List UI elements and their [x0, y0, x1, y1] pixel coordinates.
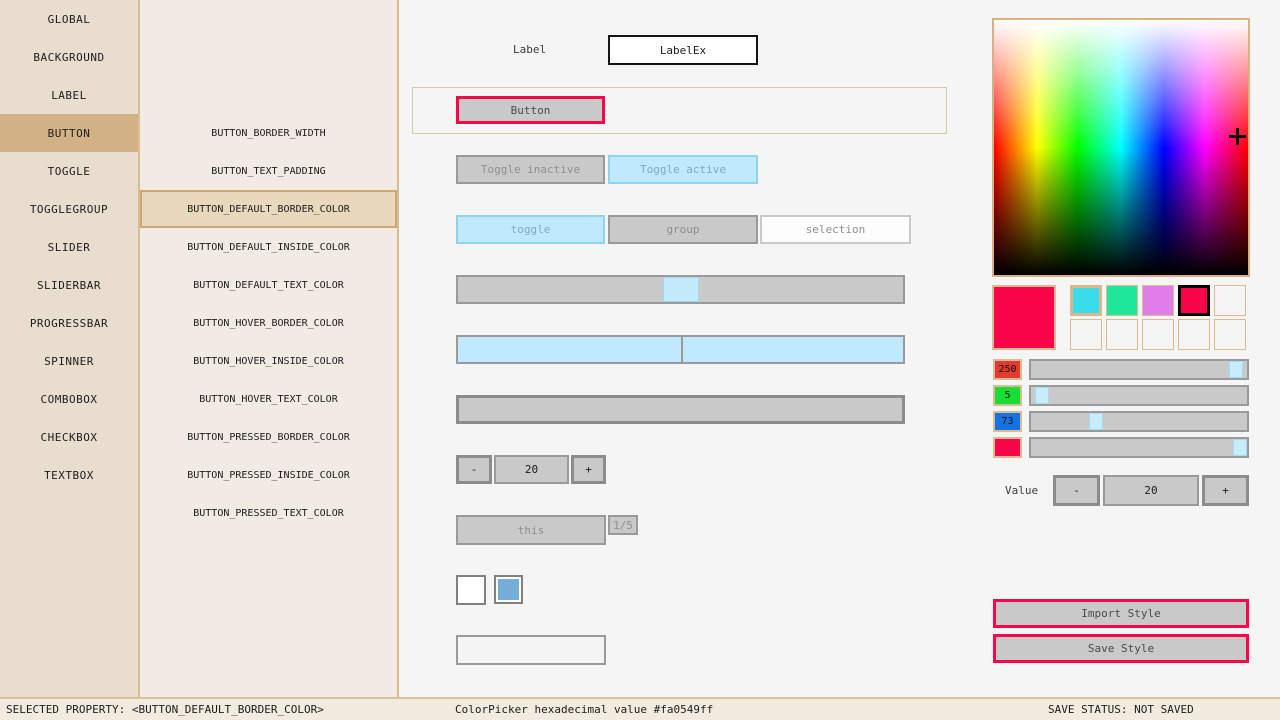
palette-swatch-5[interactable]	[1070, 319, 1102, 350]
palette-swatch-6[interactable]	[1106, 319, 1138, 350]
value-plus-button[interactable]: +	[1202, 475, 1249, 506]
property-item-button_hover_inside_color[interactable]: BUTTON_HOVER_INSIDE_COLOR	[193, 355, 344, 367]
combobox-page-indicator: 1/5	[608, 515, 638, 535]
progressbar-preview	[456, 395, 905, 424]
rgba-channel-sliders	[993, 359, 1249, 463]
green-channel-row	[993, 385, 1249, 411]
spinner-plus-button[interactable]: +	[571, 455, 606, 484]
palette-swatch-0[interactable]	[1070, 285, 1102, 316]
alpha-channel-value-box	[993, 437, 1022, 458]
save-status: SAVE STATUS: NOT SAVED	[1048, 703, 1194, 716]
status-bar	[0, 697, 1280, 720]
spinner-value-field[interactable]: 20	[494, 455, 569, 484]
sidebar-item-checkbox[interactable]: CHECKBOX	[40, 430, 98, 444]
button-preview[interactable]: Button	[456, 96, 605, 124]
property-item-button_default_border_color[interactable]: BUTTON_DEFAULT_BORDER_COLOR	[140, 190, 397, 228]
sidebar-item-sliderbar[interactable]: SLIDERBAR	[36, 278, 102, 292]
slider-preview[interactable]	[456, 275, 905, 304]
property-item-button_default_text_color[interactable]: BUTTON_DEFAULT_TEXT_COLOR	[193, 279, 344, 291]
property-item-button_default_inside_color[interactable]: BUTTON_DEFAULT_INSIDE_COLOR	[187, 241, 350, 253]
alpha-channel-slider[interactable]	[1029, 437, 1249, 458]
palette-swatch-1[interactable]	[1106, 285, 1138, 316]
togglegroup-item-selection[interactable]: selection	[760, 215, 911, 244]
category-sidebar	[0, 0, 140, 697]
sidebar-item-background[interactable]: BACKGROUND	[33, 50, 105, 64]
palette-swatch-2[interactable]	[1142, 285, 1174, 316]
color-palette	[1070, 285, 1250, 350]
sliderbar-fill-divider	[681, 337, 683, 362]
value-label: Value	[1005, 484, 1039, 497]
alpha-channel-slider-handle[interactable]	[1233, 439, 1247, 456]
blue-channel-slider-handle[interactable]	[1089, 413, 1103, 430]
property-list-panel	[140, 0, 399, 697]
sidebar-item-combobox[interactable]: COMBOBOX	[40, 392, 98, 406]
toggle-inactive-preview[interactable]: Toggle inactive	[456, 155, 605, 184]
textbox-preview[interactable]	[456, 635, 606, 665]
import-style-button[interactable]: Import Style	[993, 599, 1249, 628]
green-channel-value-box: 5	[993, 385, 1022, 406]
selected-property-status: SELECTED PROPERTY: <BUTTON_DEFAULT_BORDER_COLOR>	[6, 703, 324, 716]
palette-swatch-8[interactable]	[1178, 319, 1210, 350]
togglegroup-item-toggle[interactable]: toggle	[456, 215, 605, 244]
red-channel-value-box: 250	[993, 359, 1022, 380]
property-item-button_pressed_text_color[interactable]: BUTTON_PRESSED_TEXT_COLOR	[193, 507, 344, 519]
sidebar-item-progressbar[interactable]: PROGRESSBAR	[29, 316, 109, 330]
toggle-active-preview[interactable]: Toggle active	[608, 155, 758, 184]
green-channel-slider-handle[interactable]	[1035, 387, 1049, 404]
widget-preview-area	[401, 0, 960, 697]
red-channel-row	[993, 359, 1249, 385]
property-item-button_border_width[interactable]: BUTTON_BORDER_WIDTH	[211, 127, 326, 139]
save-style-button[interactable]: Save Style	[993, 634, 1249, 663]
sidebar-item-global[interactable]: GLOBAL	[47, 12, 91, 26]
spinner-minus-button[interactable]: -	[456, 455, 492, 484]
checkbox-checked-preview[interactable]	[494, 575, 523, 604]
alpha-channel-row	[993, 437, 1249, 463]
sidebar-item-slider[interactable]: SLIDER	[47, 240, 91, 254]
property-list	[140, 114, 397, 532]
green-channel-slider[interactable]	[1029, 385, 1249, 406]
palette-swatch-4[interactable]	[1214, 285, 1246, 316]
sliderbar-preview[interactable]	[456, 335, 905, 364]
checkbox-check-mark	[498, 579, 519, 600]
hex-value-status: ColorPicker hexadecimal value #fa0549ff	[455, 703, 714, 716]
blue-channel-row	[993, 411, 1249, 437]
property-item-button_hover_text_color[interactable]: BUTTON_HOVER_TEXT_COLOR	[199, 393, 338, 405]
value-field[interactable]: 20	[1103, 475, 1199, 506]
checkbox-unchecked-preview[interactable]	[456, 575, 486, 605]
palette-swatch-3[interactable]	[1178, 285, 1210, 316]
sidebar-item-label[interactable]: LABEL	[51, 88, 87, 102]
blue-channel-value-box: 73	[993, 411, 1022, 432]
colorpicker-panel	[960, 0, 1280, 697]
slider-handle[interactable]	[663, 277, 699, 302]
label-example-textbox[interactable]: LabelEx	[608, 35, 758, 65]
property-item-button_pressed_border_color[interactable]: BUTTON_PRESSED_BORDER_COLOR	[187, 431, 350, 443]
togglegroup-item-group[interactable]: group	[608, 215, 758, 244]
combobox-preview[interactable]: this	[456, 515, 606, 545]
value-minus-button[interactable]: -	[1053, 475, 1100, 506]
palette-swatch-9[interactable]	[1214, 319, 1246, 350]
property-item-button_pressed_inside_color[interactable]: BUTTON_PRESSED_INSIDE_COLOR	[187, 469, 350, 481]
colorpicker-gradient[interactable]	[992, 18, 1250, 277]
red-channel-slider[interactable]	[1029, 359, 1249, 380]
sidebar-item-togglegroup[interactable]: TOGGLEGROUP	[29, 202, 109, 216]
blue-channel-slider[interactable]	[1029, 411, 1249, 432]
sidebar-item-spinner[interactable]: SPINNER	[44, 354, 94, 368]
colorpicker-crosshair[interactable]	[1229, 128, 1246, 145]
sidebar-item-toggle[interactable]: TOGGLE	[47, 164, 91, 178]
property-item-button_text_padding[interactable]: BUTTON_TEXT_PADDING	[211, 165, 326, 177]
palette-swatch-7[interactable]	[1142, 319, 1174, 350]
property-item-button_hover_border_color[interactable]: BUTTON_HOVER_BORDER_COLOR	[193, 317, 344, 329]
red-channel-slider-handle[interactable]	[1229, 361, 1243, 378]
sidebar-item-button[interactable]: BUTTON	[0, 114, 138, 152]
sidebar-item-textbox[interactable]: TEXTBOX	[44, 468, 94, 482]
label-caption: Label	[513, 43, 547, 56]
current-color-swatch	[992, 285, 1056, 350]
